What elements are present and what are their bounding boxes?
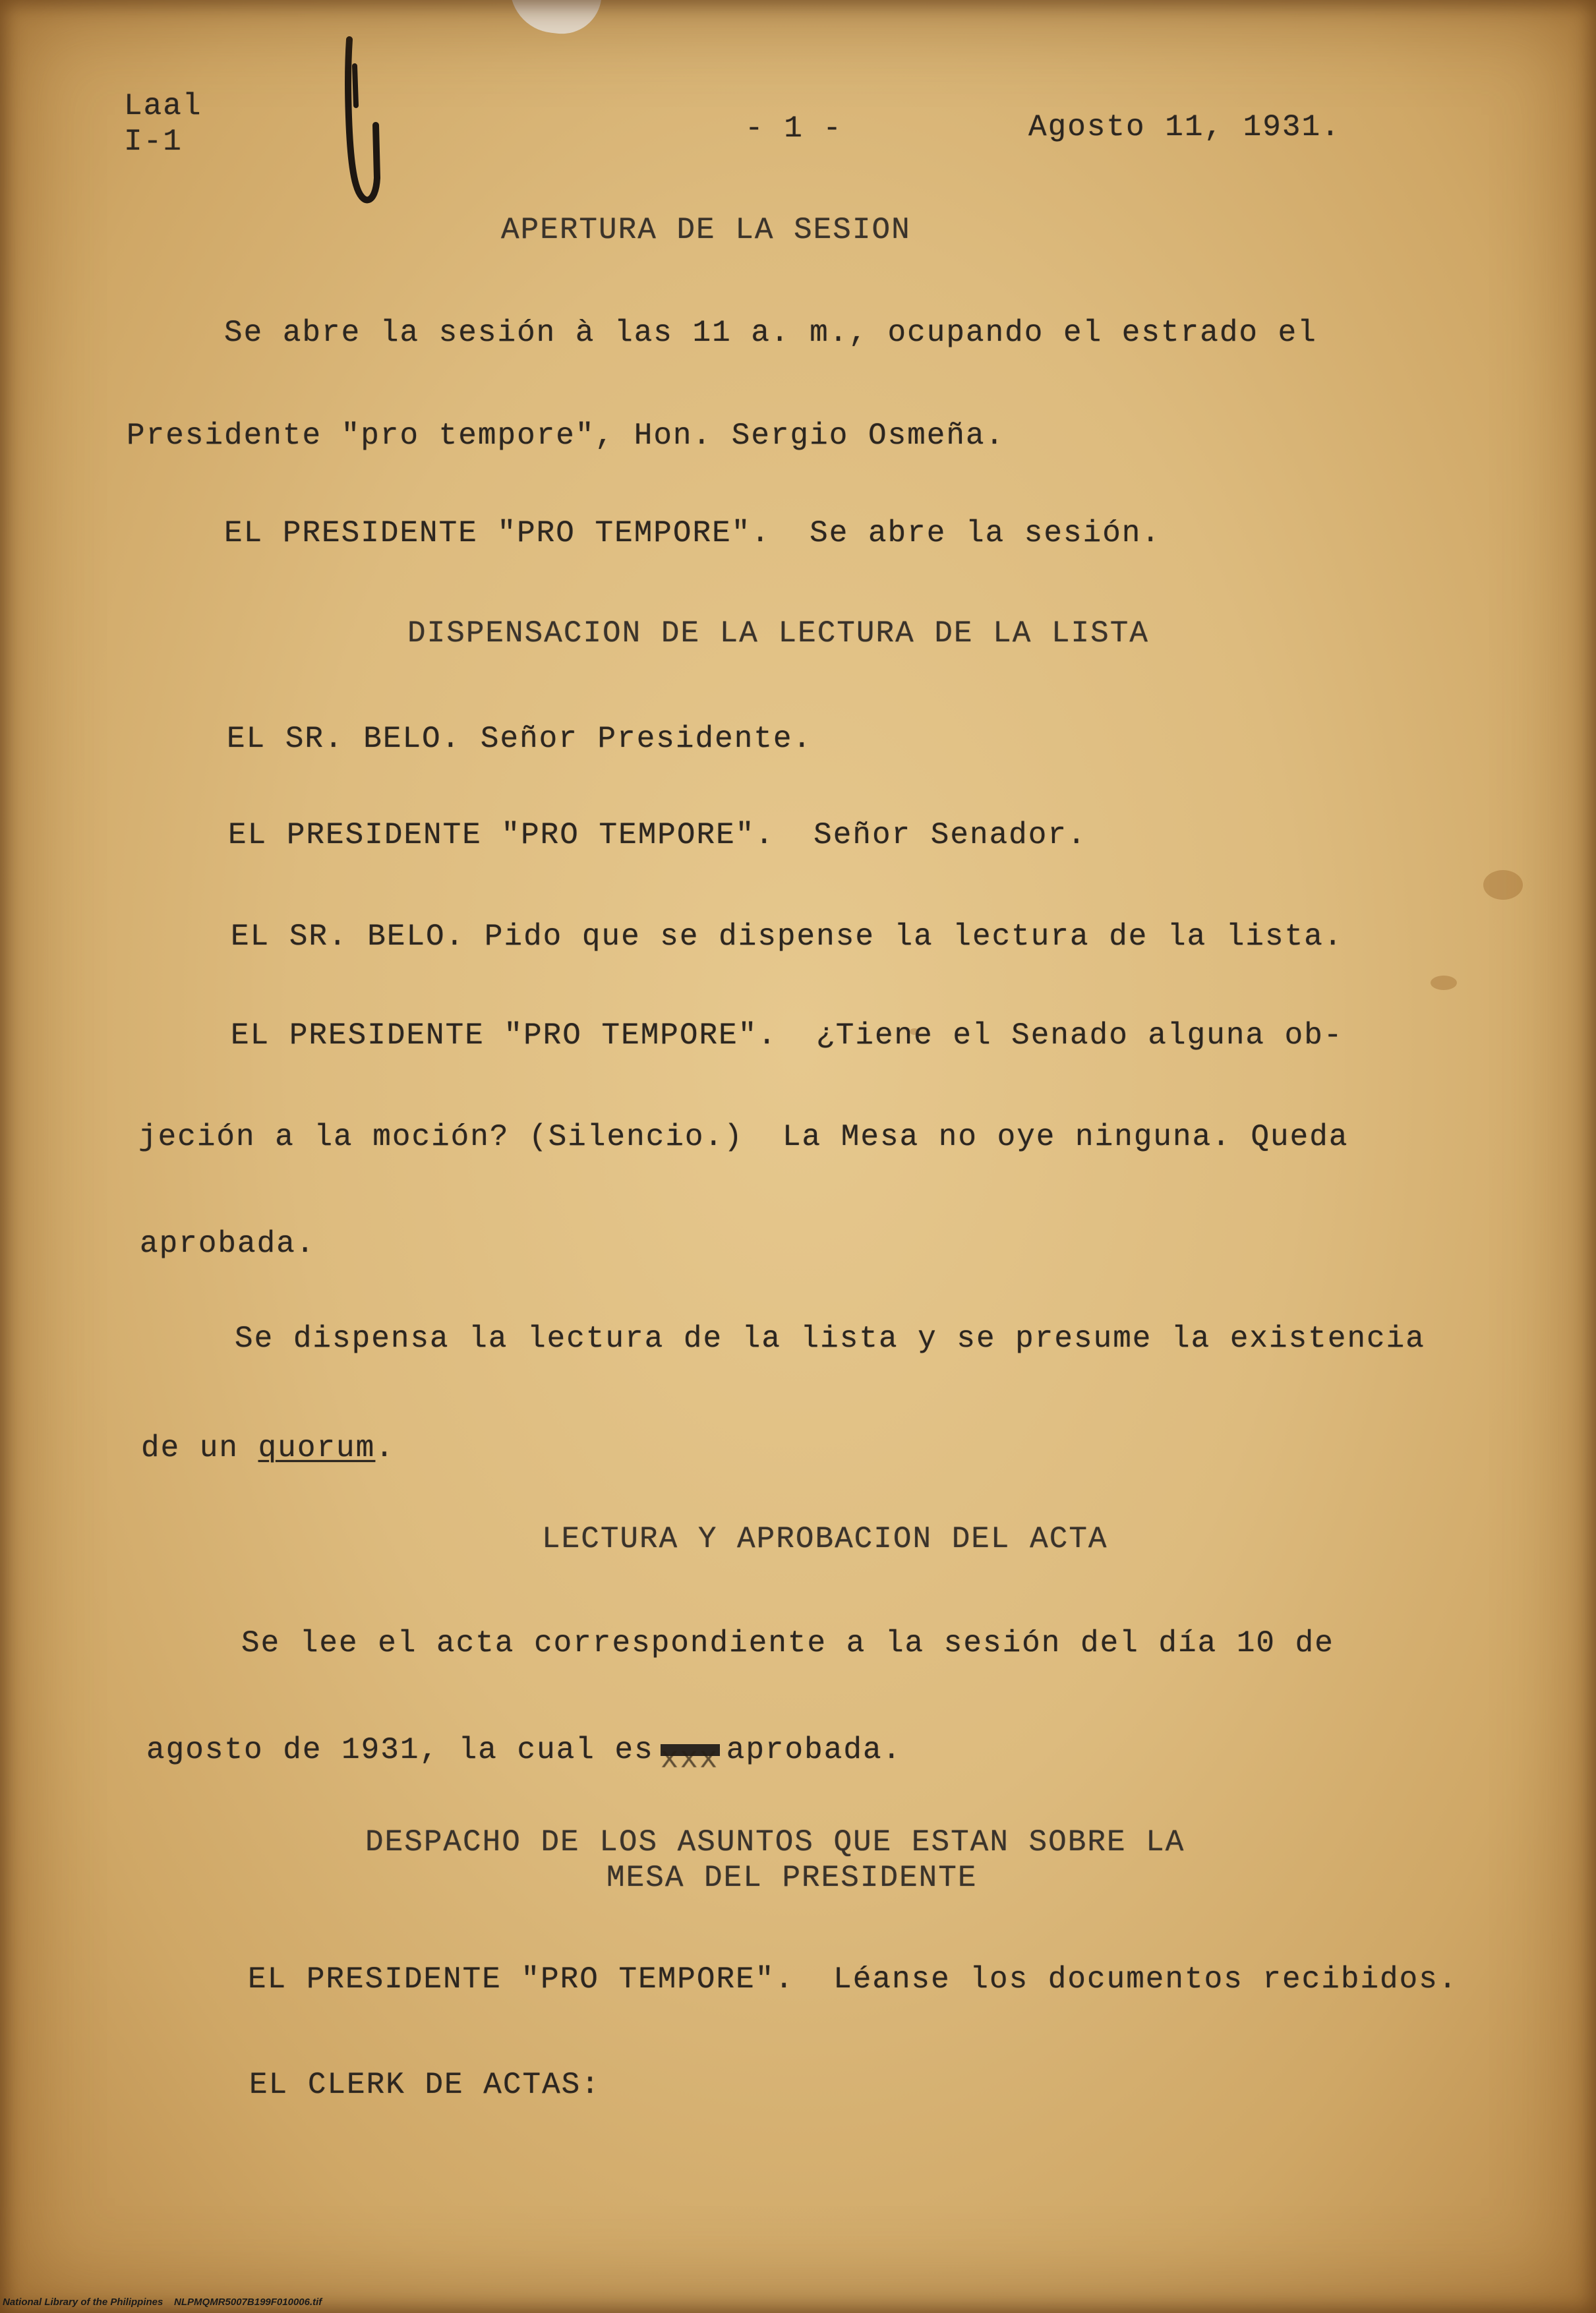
text-line: Se lee el acta correspondiente a la sesión del día 10 de xyxy=(241,1626,1334,1660)
torn-corner xyxy=(506,0,603,38)
text-line: Se dispensa la lectura de la lista y se presume la existencia xyxy=(235,1322,1425,1356)
document-date: Agosto 11, 1931. xyxy=(1028,110,1341,144)
text-line: EL SR. BELO. Pido que se dispense la lectura de la lista. xyxy=(231,920,1344,954)
heading-lectura: LECTURA Y APROBACION DEL ACTA xyxy=(542,1522,1108,1556)
page-number: - 1 - xyxy=(745,111,843,146)
stain xyxy=(1431,976,1457,990)
quorum-word: quorum xyxy=(258,1431,376,1465)
text-line: jeción a la moción? (Silencio.) La Mesa no oye ninguna. Queda xyxy=(138,1120,1349,1154)
paper-clip-mark xyxy=(343,26,382,218)
text-line: Se abre la sesión à las 11 a. m., ocupando el estrado el xyxy=(224,316,1317,350)
heading-apertura: APERTURA DE LA SESION xyxy=(501,213,911,247)
heading-dispensacion: DISPENSACION DE LA LECTURA DE LA LISTA xyxy=(407,616,1149,651)
text-line: EL PRESIDENTE "PRO TEMPORE". Se abre la sesión. xyxy=(224,516,1162,550)
archive-footer: National Library of the Philippines NLPMQMR5007B199F010006.tif xyxy=(3,2297,322,2308)
stain xyxy=(1483,870,1523,900)
text-line: de un quorum. xyxy=(141,1431,395,1465)
text-line: agosto de 1931, la cual es xxx aprobada. xyxy=(146,1733,902,1776)
document-code-bottom: I-1 xyxy=(124,125,183,159)
text-line: Presidente "pro tempore", Hon. Sergio Osmeña. xyxy=(127,419,1005,453)
document-code-top: Laal xyxy=(124,89,202,123)
heading-despacho-line1: DESPACHO DE LOS ASUNTOS QUE ESTAN SOBRE LA xyxy=(365,1825,1185,1859)
struck-out-word: xxx xyxy=(660,1742,719,1776)
text-line: EL SR. BELO. Señor Presidente. xyxy=(227,722,813,756)
text-line: aprobada. xyxy=(140,1227,316,1261)
text-line: EL PRESIDENTE "PRO TEMPORE". Señor Senador. xyxy=(228,818,1087,852)
text-line: EL CLERK DE ACTAS: xyxy=(249,2068,601,2102)
heading-despacho-line2: MESA DEL PRESIDENTE xyxy=(606,1861,978,1895)
text-line: EL PRESIDENTE "PRO TEMPORE". ¿Tiene el Senado alguna ob- xyxy=(231,1018,1344,1053)
text-line: EL PRESIDENTE "PRO TEMPORE". Léanse los documentos recibidos. xyxy=(248,1962,1458,1997)
